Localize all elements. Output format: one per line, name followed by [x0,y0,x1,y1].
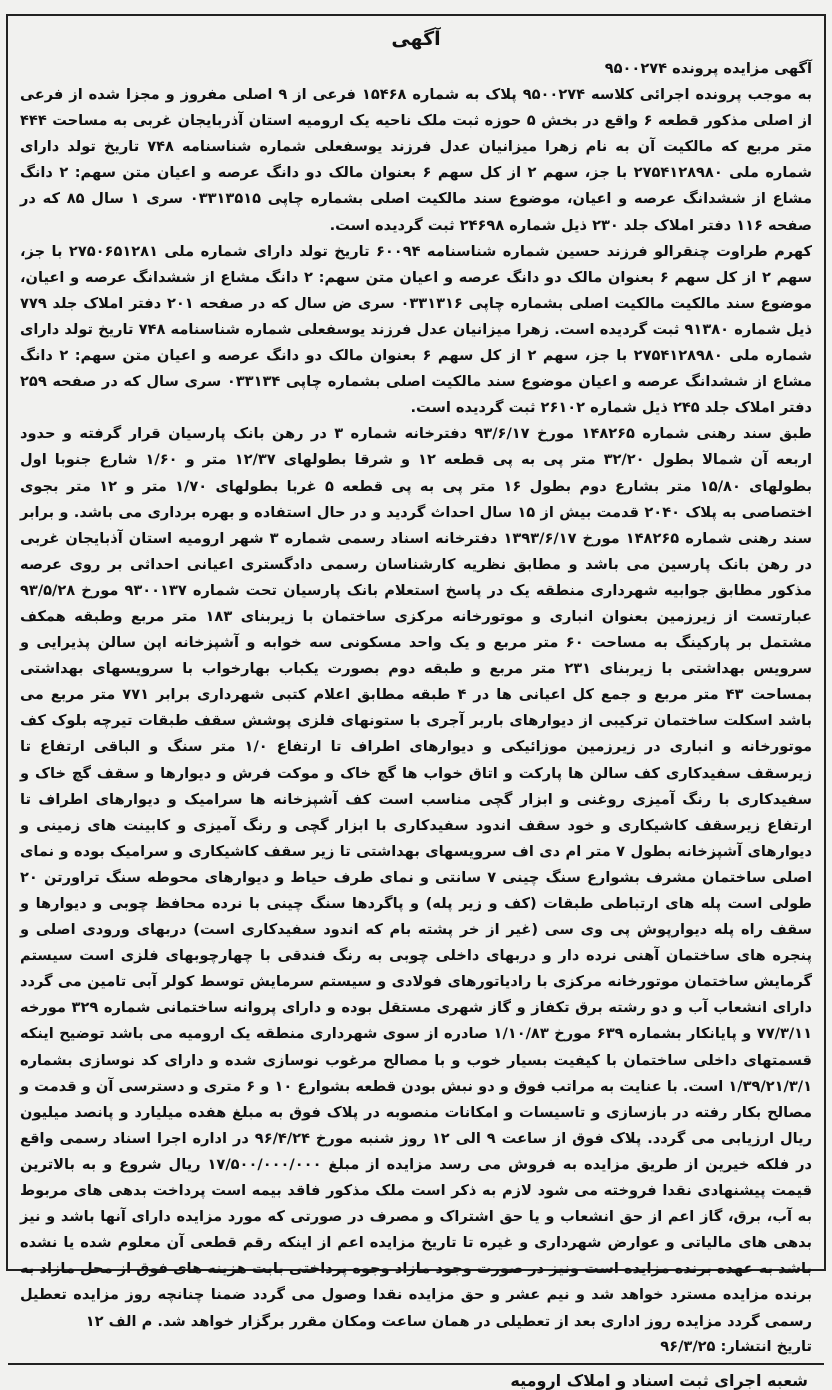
notice-file-line: آگهی مزایده پرونده ۹۵۰۰۲۷۴ [604,60,812,77]
notice-paragraph-owner-1: به موجب پرونده اجرائی کلاسه ۹۵۰۰۲۷۴ پلاک به شماره ۱۵۴۶۸ فرعی از ۹ اصلی مفروز و مجزا شده از فرعی از اصلی مذکور قطعه ۶ واقع در بخش ۵ حوزه ثبت ملک ناحیه یک ارومیه استان آذربایجان غربی به مساحت ۴۴۴ متر مربع که مالکیت آن به نام زهرا میزانیان عدل فرزند یوسفعلی شماره شناسنامه ۷۴۸ تاریخ تولد دارای شماره ملی ۲۷۵۴۱۲۸۹۸۰ با جز، سهم ۲ از کل سهم ۶ بعنوان مالک دو دانگ عرصه و اعیان متن سهم: ۲ دانگ مشاع از ششدانگ عرصه و اعیان، موضوع سند مالکیت اصلی بشماره چاپی ۰۳۳۱۳۵۱۵ سری ۱ سال ۸۵ که در صفحه ۱۱۶ دفتر املاک جلد ۲۳۰ ذیل شماره ۲۴۶۹۸ ثبت گردیده است. [20,86,813,234]
issuer-name: شعبه اجرای ثبت اسناد و املاک ارومیه [510,1370,808,1390]
footer-divider [8,1363,824,1365]
notice-paragraph-owner-2: کهرم طراوت چنقرالو فرزند حسین شماره شناسنامه ۶۰۰۹۴ تاریخ تولد دارای شماره ملی ۲۷۵۰۶۵۱۲۸۱ با جز، سهم ۲ از کل سهم ۶ بعنوان مالک دو دانگ عرصه و اعیان متن سهم: ۲ دانگ مشاع از ششدانگ عرصه و اعیان، موضوع سند مالکیت مالکیت اصلی بشماره چاپی ۰۳۳۱۳۱۶ سری ض سال که در صفحه ۲۰۱ دفتر املاک جلد ۷۷۹ ذیل شماره ۹۱۳۸۰ ثبت گردیده است. زهرا میزانیان عدل فرزند یوسفعلی شماره شناسنامه ۷۴۸ تاریخ تولد دارای شماره ملی ۲۷۵۴۱۲۸۹۸۰ با جز، سهم ۲ از کل سهم ۶ بعنوان مالک دو دانگ عرصه و اعیان متن سهم: ۲ دانگ مشاع از ششدانگ عرصه و اعیان موضوع سند مالکیت اصلی بشماره چاپی ۰۳۳۱۳۴ سری سال که در صفحه ۲۵۹ دفتر املاک جلد ۲۴۵ ذیل شماره ۲۶۱۰۲ ثبت گردیده است. [20,242,813,417]
notice-body [8,16,824,1390]
publish-date: تاریخ انتشار: ۹۶/۳/۲۵ [660,1337,812,1355]
notice-paragraph-property: طبق سند رهنی شماره ۱۴۸۲۶۵ مورخ ۹۳/۶/۱۷ دفترخانه شماره ۳ در رهن بانک پارسیان قرار گرفته و حدود اربعه آن شمالا بطول ۳۲/۲۰ متر پی به پی قطعه ۱۲ و شرقا بطولهای ۱۲/۳۷ متر و ۱/۶۰ شارع جنوبا اول بطولهای ۱۵/۸۰ متر بشارع دوم بطول ۱۶ متر پی به پی قطعه ۵ غربا بطولهای ۱/۷۰ متر و ۱۲ متر بجوی اختصاصی به پلاک ۲۰۴۰ قدمت بیش از ۱۵ سال احداث گردید و در حال استفاده و بهره برداری می باشد. و برابر سند رهنی شماره ۱۴۸۲۶۵ مورخ ۱۳۹۳/۶/۱۷ دفترخانه اسناد رسمی شماره ۳ شهر ارومیه استان آذبایجان غربی در رهن بانک پارسین می باشد و مطابق نظریه کارشناسان رسمی دادگستری اعیانی احداثی بر روی عرصه مذکور مطابق جوابیه شهرداری منطقه یک در پاسخ استعلام بانک پارسیان تحت شماره ۹۳۰۰۱۳۷ مورخ ۹۳/۵/۲۸ عبارتست از زیرزمین بعنوان انباری و موتورخانه مرکزی ساختمان با زیربنای ۱۸۳ متر مربع وطبقه همکف مشتمل بر پارکینگ به مساحت ۶۰ متر مربع و یک واحد مسکونی سه خوابه و آشپزخانه اپن سالن پذیرایی و سرویس بهداشتی با زیربنای ۲۳۱ متر مربع و طبقه دوم بصورت یکباب بهارخواب با سرویسهای بهداشتی بمساحت ۴۳ متر مربع و جمع کل اعیانی ها در ۴ طبقه مطابق اعلام کتبی شهرداری برابر ۷۷۱ متر مربع می باشد اسکلت ساختمان ترکیبی از دیوارهای باربر آجری با ستونهای فلزی پوشش سقف طبقات تیرچه بلوک کف موتورخانه و انباری در زیرزمین موزائیکی و دیوارهای اطراف تا ارتفاع ۱/۰ متر سنگ و الباقی ارتفاع تا زیرسقف سفیدکاری کف سالن ها پارکت و اتاق خواب ها گچ خاک و موکت فرش و دیوارها و سقف گچ خاک و سفیدکاری با رنگ آمیزی روغنی و ابزار گچی مناسب است کف آشپزخانه ها سرامیک و دیوارهای اطراف تا ارتفاع زیرسقف کاشیکاری و خود سقف اندود سفیدکاری با ابزار گچی و رنگ آمیزی و کابینت های زمینی و دیوارهای آشپزخانه بطول ۷ متر ام دی اف سرویسهای بهداشتی تا زیر سقف کاشیکاری و سرامیک بوده و نمای اصلی ساختمان مشرف بشوارع سنگ چینی ۷ سانتی و نمای طرف حیاط و دیوارهای محوطه سنگ تراورتن ۲۰ طولی است پله های ارتباطی طبقات (کف و زیر پله) و پاگردها سنگ چینی با نرده محافظ چوبی و دیوارها و سقف راه پله دیوارپوش پی وی سی (غیر از خر پشته بام که اندود سفیدکاری است) دربهای ورودی اصلی و پنجره های ساختمان آهنی نرده دار و دربهای داخلی چوبی به رنگ فندقی با چهارچوبهای فلزی است سیستم گرمایش ساختمان موتورخانه مرکزی با رادیاتورهای فولادی و سیستم سرمایش توسط کولر آبی تامین می گردد دارای انشعاب آب و دو رشته برق تکفاز و گاز شهری مستقل بوده و دارای پروانه ساختمانی شماره ۳۲۹ مورخه ۷۷/۳/۱۱ و پایانکار بشماره ۶۳۹ مورخ ۱/۱۰/۸۳ صادره از سوی شهرداری منطقه یک ارومیه می باشد توضیح اینکه قسمتهای داخلی ساختمان با کیفیت بسیار خوب و با مصالح مرغوب نوسازی شده و دارای کد نوسازی بشماره ۱/۳۹/۲۱/۳/۱ است. با عنایت به مراتب فوق و دو نبش بودن قطعه بشوارع ۱۰ و ۶ متری و دسترسی آن و قدمت و مصالح بکار رفته در بازسازی و تاسیسات و امکانات منصوبه در پلاک فوق به مبلغ هفده میلیارد و پانصد میلیون ریال ارزیابی می گردد. پلاک فوق از ساعت ۹ الی ۱۲ روز شنبه مورخ ۹۶/۴/۲۴ در اداره اجرا اسناد رسمی واقع در فلکه خیرین از طریق مزایده به فروش می رسد مزایده از مبلغ ۱۷/۵۰۰/۰۰۰/۰۰۰ ریال شروع و به بالاترین قیمت پیشنهادی نقدا فروخته می شود لازم به ذکر است ملک مذکور فاقد بیمه است پرداخت بدهی های مربوط به آب، برق، گاز اعم از حق انشعاب و یا حق اشتراک و مصرف در صورتی که مورد مزایده دارای آنها باشد و نیز بدهی های مالیاتی و عوارض شهرداری و غیره تا تاریخ مزایده اعم از اینکه رقم قطعی آن معلوم شده یا نشده باشد به عهده برنده مزایده است ونیز در صورت وجود مازاد وجوه پرداختی بابت هزینه های فوق از محل مازاد به برنده مزایده مسترد خواهد شد و نیم عشر و حق مزایده نقدا وصول می گردد ضمنا چنانچه روز مزایده تعطیل رسمی گردد مزایده روز اداری بعد از تعطیلی در همان ساعت ومکان مقرر برگزار خواهد شد. م الف ۱۲ [20,425,813,1330]
notice-title: آگهی [391,28,441,50]
notice-frame [6,14,826,1390]
